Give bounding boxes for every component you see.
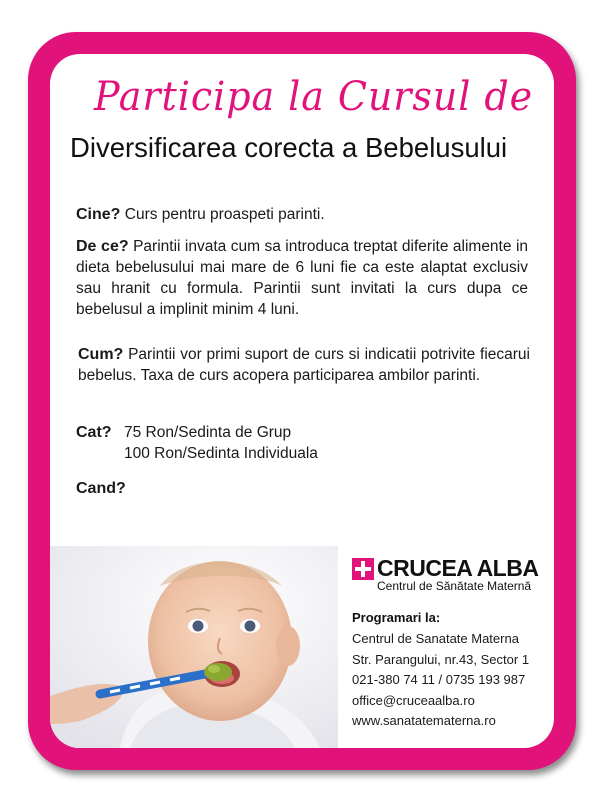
question-label: De ce?	[76, 238, 129, 255]
contact-panel	[352, 556, 552, 732]
logo	[352, 556, 552, 593]
section-cine	[76, 204, 528, 225]
contact-phones: 021-380 74 11 / 0735 193 987	[352, 672, 526, 687]
section-text: Parintii vor primi suport de curs si indicatii potrivite fiecarui bebelus. Taxa de curs acopera participarea ambilor parinti.	[78, 346, 530, 384]
section-text: Curs pentru proaspeti parinti.	[124, 206, 325, 223]
contact-email: office@cruceaalba.ro	[352, 692, 475, 708]
cross-icon	[352, 558, 374, 580]
contact-address: Str. Parangului, nr.43, Sector 1	[352, 651, 530, 667]
pink-frame	[28, 32, 576, 770]
contact-heading: Programari la:	[352, 610, 441, 625]
contact-center: Centrul de Sanatate Materna	[352, 631, 519, 646]
logo-subtitle: Centrul de Sănătate Maternă	[377, 579, 532, 593]
baby-photo	[50, 546, 338, 748]
section-cat	[76, 422, 528, 464]
question-label: Cine?	[76, 206, 121, 223]
section-cand	[76, 478, 528, 499]
flyer-card	[50, 54, 554, 748]
contact-website: www.sanatatematerna.ro	[352, 713, 496, 728]
section-cum	[78, 344, 530, 386]
section-text: Parintii invata cum sa introduca treptat diferite alimente in dieta bebelusului mai mare de 6 luni fie ca este alaptat exclusiv sau hranit cu formula. Parintii sunt invitati la curs dupa ce bebelusul a implinit minim 4 luni.	[76, 238, 529, 318]
question-label: Cand?	[76, 480, 126, 497]
price-group: 75 Ron/Sedinta de Grup	[124, 424, 292, 441]
question-label: Cum?	[78, 346, 124, 363]
page-title: Diversificarea corecta a Bebelusului	[70, 132, 508, 163]
script-title: Participa la Cursul de	[94, 74, 534, 120]
section-de-ce	[76, 236, 528, 320]
logo-brand: CRUCEA ALBA	[377, 555, 539, 581]
price-individual: 100 Ron/Sedinta Individuala	[124, 445, 318, 462]
question-label: Cat?	[76, 424, 112, 441]
